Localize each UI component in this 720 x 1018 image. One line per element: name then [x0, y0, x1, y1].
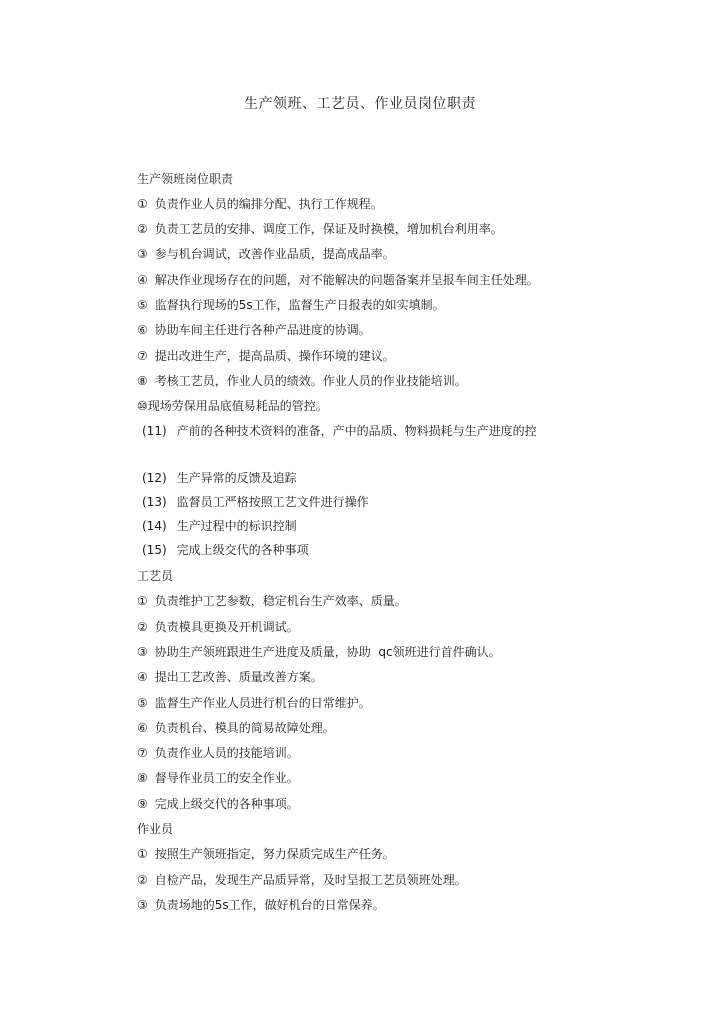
- item-text: 负责机台、模具的简易故障处理。: [154, 721, 335, 735]
- item-text: 按照生产领班指定，努力保质完成生产任务。: [154, 847, 395, 861]
- list-item: [142, 542, 309, 558]
- document-title: 生产领班、工艺员、作业员岗位职责: [244, 96, 476, 112]
- list-item: [137, 872, 467, 888]
- item-text: 协助车间主任进行各种产品进度的协调。: [154, 323, 371, 337]
- item-number: (15): [142, 543, 167, 557]
- list-item: [142, 494, 369, 510]
- list-item: [137, 297, 445, 313]
- item-number: ⑧: [137, 771, 148, 785]
- section-heading: 生产领班岗位职责: [137, 172, 234, 186]
- list-item: [142, 423, 537, 439]
- item-text: 督导作业员工的安全作业。: [154, 771, 299, 785]
- item-text: 负责场地的5s工作，做好机台的日常保养。: [154, 898, 385, 912]
- item-text: 提出工艺改善、质量改善方案。: [154, 670, 323, 684]
- item-text: 负责作业人员的技能培训。: [154, 746, 299, 760]
- item-number: ③: [137, 898, 148, 912]
- section-heading: 工艺员: [137, 569, 174, 583]
- list-item: [142, 518, 297, 534]
- item-number: ①: [137, 847, 148, 861]
- item-number: ①: [137, 594, 148, 608]
- list-item: [137, 796, 299, 812]
- list-item: [137, 720, 335, 736]
- item-number: ⑨: [137, 797, 148, 811]
- item-text: 生产过程中的标识控制: [176, 519, 297, 533]
- list-item: [137, 593, 407, 609]
- item-number: ④: [137, 273, 148, 287]
- list-item: [137, 221, 503, 237]
- item-text: 负责作业人员的编排分配、执行工作规程。: [154, 197, 383, 211]
- item-number: ④: [137, 670, 148, 684]
- section-heading: 作业员: [137, 822, 174, 836]
- item-text: 负责工艺员的安排、调度工作，保证及时换模，增加机台利用率。: [154, 222, 503, 236]
- item-text: 监督生产作业人员进行机台的日常维护。: [154, 696, 371, 710]
- item-number: ⑩: [137, 399, 148, 413]
- item-number: (11): [142, 424, 167, 438]
- item-text: 负责维护工艺参数，稳定机台生产效率、质量。: [154, 594, 407, 608]
- item-text: 负责模具更换及开机调试。: [154, 620, 299, 634]
- item-text: 产前的各种技术资料的准备，产中的品质、物料损耗与生产进度的控: [176, 424, 537, 438]
- list-item: [137, 897, 385, 913]
- list-item: [137, 398, 328, 414]
- item-number: ⑤: [137, 696, 148, 710]
- item-number: ②: [137, 873, 148, 887]
- item-number: (12): [142, 471, 167, 485]
- item-text: 监督员工严格按照工艺文件进行操作: [176, 495, 369, 509]
- item-number: ⑥: [137, 323, 148, 337]
- list-item: [137, 745, 299, 761]
- item-number: ⑥: [137, 721, 148, 735]
- list-item: [137, 322, 371, 338]
- list-item: [137, 619, 299, 635]
- item-number: ③: [137, 247, 148, 261]
- list-item: [137, 770, 299, 786]
- list-item: [137, 669, 323, 685]
- list-item: [137, 373, 467, 389]
- item-number: ①: [137, 197, 148, 211]
- item-number: (13): [142, 495, 167, 509]
- item-number: (14): [142, 519, 167, 533]
- list-item: [137, 348, 395, 364]
- item-text: 解决作业现场存在的问题，对不能解决的问题备案并呈报车间主任处理。: [154, 273, 539, 287]
- item-number: ⑤: [137, 298, 148, 312]
- list-item: [137, 695, 371, 711]
- list-item: [137, 846, 395, 862]
- list-item: [137, 246, 395, 262]
- item-text: 生产异常的反馈及追踪: [176, 471, 297, 485]
- item-number: ⑧: [137, 374, 148, 388]
- item-number: ②: [137, 222, 148, 236]
- item-text: 自检产品，发现生产品质异常，及时呈报工艺员领班处理。: [154, 873, 467, 887]
- list-item: [137, 644, 501, 660]
- item-text: 提出改进生产，提高品质、操作环境的建议。: [154, 349, 395, 363]
- item-text: 完成上级交代的各种事项。: [154, 797, 299, 811]
- item-text: 考核工艺员，作业人员的绩效。作业人员的作业技能培训。: [154, 374, 467, 388]
- item-number: ③: [137, 645, 148, 659]
- item-text: 现场劳保用品底值易耗品的管控。: [147, 399, 328, 413]
- list-item: [137, 272, 539, 288]
- item-number: ⑦: [137, 746, 148, 760]
- item-text: 完成上级交代的各种事项: [176, 543, 309, 557]
- item-text: 参与机台调试，改善作业品质，提高成品率。: [154, 247, 395, 261]
- item-number: ②: [137, 620, 148, 634]
- item-text: 监督执行现场的5s工作，监督生产日报表的如实填制。: [154, 298, 445, 312]
- list-item: [142, 470, 297, 486]
- item-number: ⑦: [137, 349, 148, 363]
- list-item: [137, 196, 383, 212]
- item-text: 协助生产领班跟进生产进度及质量，协助 qc领班进行首件确认。: [154, 645, 501, 659]
